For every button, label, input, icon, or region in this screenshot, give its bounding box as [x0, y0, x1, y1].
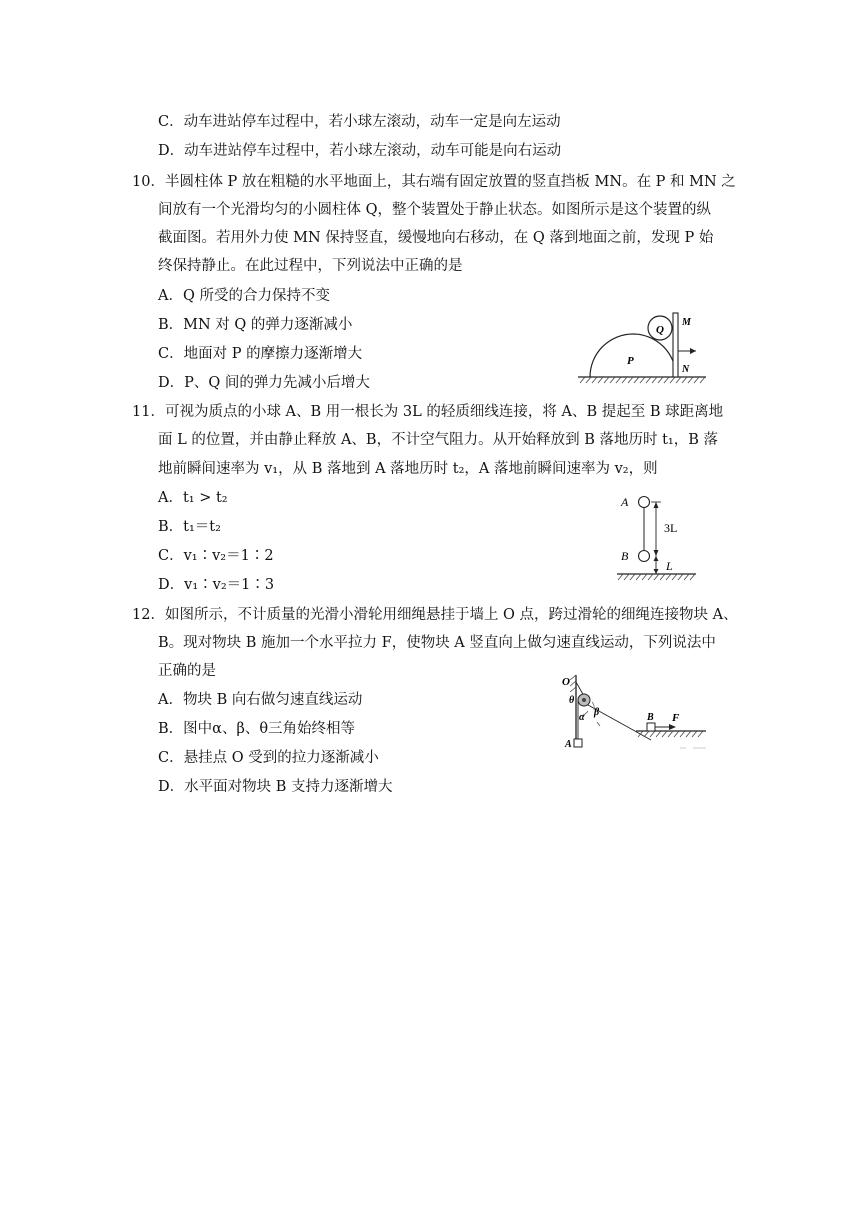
q12-option-c: C．悬挂点 O 受到的拉力逐渐减小 [158, 750, 379, 766]
ball-b [639, 551, 650, 562]
label-l: L [666, 559, 673, 573]
q11-stem-line-1: 11．可视为质点的小球 A、B 用一根长为 3L 的轻质细线连接，将 A、B 提起至 B 球距离地 [132, 404, 724, 420]
q11-option-c: C．v₁∶v₂＝1∶2 [158, 548, 274, 564]
label-o: O [562, 676, 570, 688]
label-f: F [672, 712, 680, 724]
q12-stem-line-3: 正确的是 [158, 663, 216, 679]
label-a: A [565, 739, 572, 750]
block-a [574, 739, 582, 747]
label-n: N [682, 364, 690, 375]
q10-stem-line-1: 10．半圆柱体 P 放在粗糙的水平地面上，其右端有固定放置的竖直挡板 MN。在 P 和 MN 之 [132, 174, 736, 190]
label-beta: β [594, 707, 600, 718]
q12-option-a: A．物块 B 向右做匀速直线运动 [158, 692, 363, 708]
q10-stem-line-3: 截面图。若用外力使 MN 保持竖直，缓慢地向右移动，在 Q 落到地面之前，发现 P 始 [158, 230, 714, 246]
q11-option-a: A．t₁ > t₂ [158, 490, 228, 506]
q11-figure [612, 490, 702, 586]
label-theta: θ [569, 695, 575, 706]
block-b [647, 723, 655, 731]
q12-stem-line-2: B。现对物块 B 施加一个水平拉力 F，使物块 A 竖直向上做匀速直线运动，下列说法中 [158, 635, 716, 651]
label-b: B [621, 549, 629, 563]
q9-option-c: C．动车进站停车过程中，若小球左滚动，动车一定是向左运动 [158, 114, 561, 130]
label-q: Q [656, 324, 664, 336]
q11-option-b: B．t₁＝t₂ [158, 519, 221, 535]
label-alpha: α [579, 712, 585, 723]
ball-a [639, 497, 650, 508]
label-m: M [682, 317, 691, 328]
q9-option-d: D．动车进站停车过程中，若小球左滚动，动车可能是向右运动 [158, 143, 562, 159]
q12-option-b: B．图中α、β、θ三角始终相等 [158, 721, 356, 737]
label-p: P [627, 355, 634, 367]
board-mn [673, 313, 678, 377]
q12-stem-line-1: 12．如图所示，不计质量的光滑小滑轮用细绳悬挂于墙上 O 点，跨过滑轮的细绳连接物块 A、 [132, 607, 738, 623]
q10-option-d: D．P、Q 间的弹力先减小后增大 [158, 375, 370, 391]
q10-option-c: C．地面对 P 的摩擦力逐渐增大 [158, 346, 363, 362]
label-b: B [647, 712, 654, 723]
label-a: A [621, 495, 629, 509]
q10-option-b: B．MN 对 Q 的弹力逐渐减小 [158, 317, 353, 333]
q11-stem-line-2: 面 L 的位置，并由静止释放 A、B，不计空气阻力。从开始释放到 B 落地历时 t₁，B 落 [158, 432, 718, 448]
q10-stem-line-4: 终保持静止。在此过程中，下列说法中正确的是 [158, 258, 463, 274]
q11-stem-line-3: 地前瞬间速率为 v₁，从 B 落地到 A 落地历时 t₂，A 落地前瞬间速率为 v₂，则 [158, 461, 658, 477]
q10-option-a: A．Q 所受的合力保持不变 [158, 288, 330, 304]
q12-figure [556, 672, 712, 752]
q12-option-d: D．水平面对物块 B 支持力逐渐增大 [158, 779, 393, 795]
q11-option-d: D．v₁∶v₂＝1∶3 [158, 577, 275, 593]
label-3l: 3L [664, 521, 678, 535]
q10-stem-line-2: 间放有一个光滑均匀的小圆柱体 Q，整个装置处于静止状态。如图所示是这个装置的纵 [158, 202, 711, 218]
q10-figure [570, 308, 720, 390]
